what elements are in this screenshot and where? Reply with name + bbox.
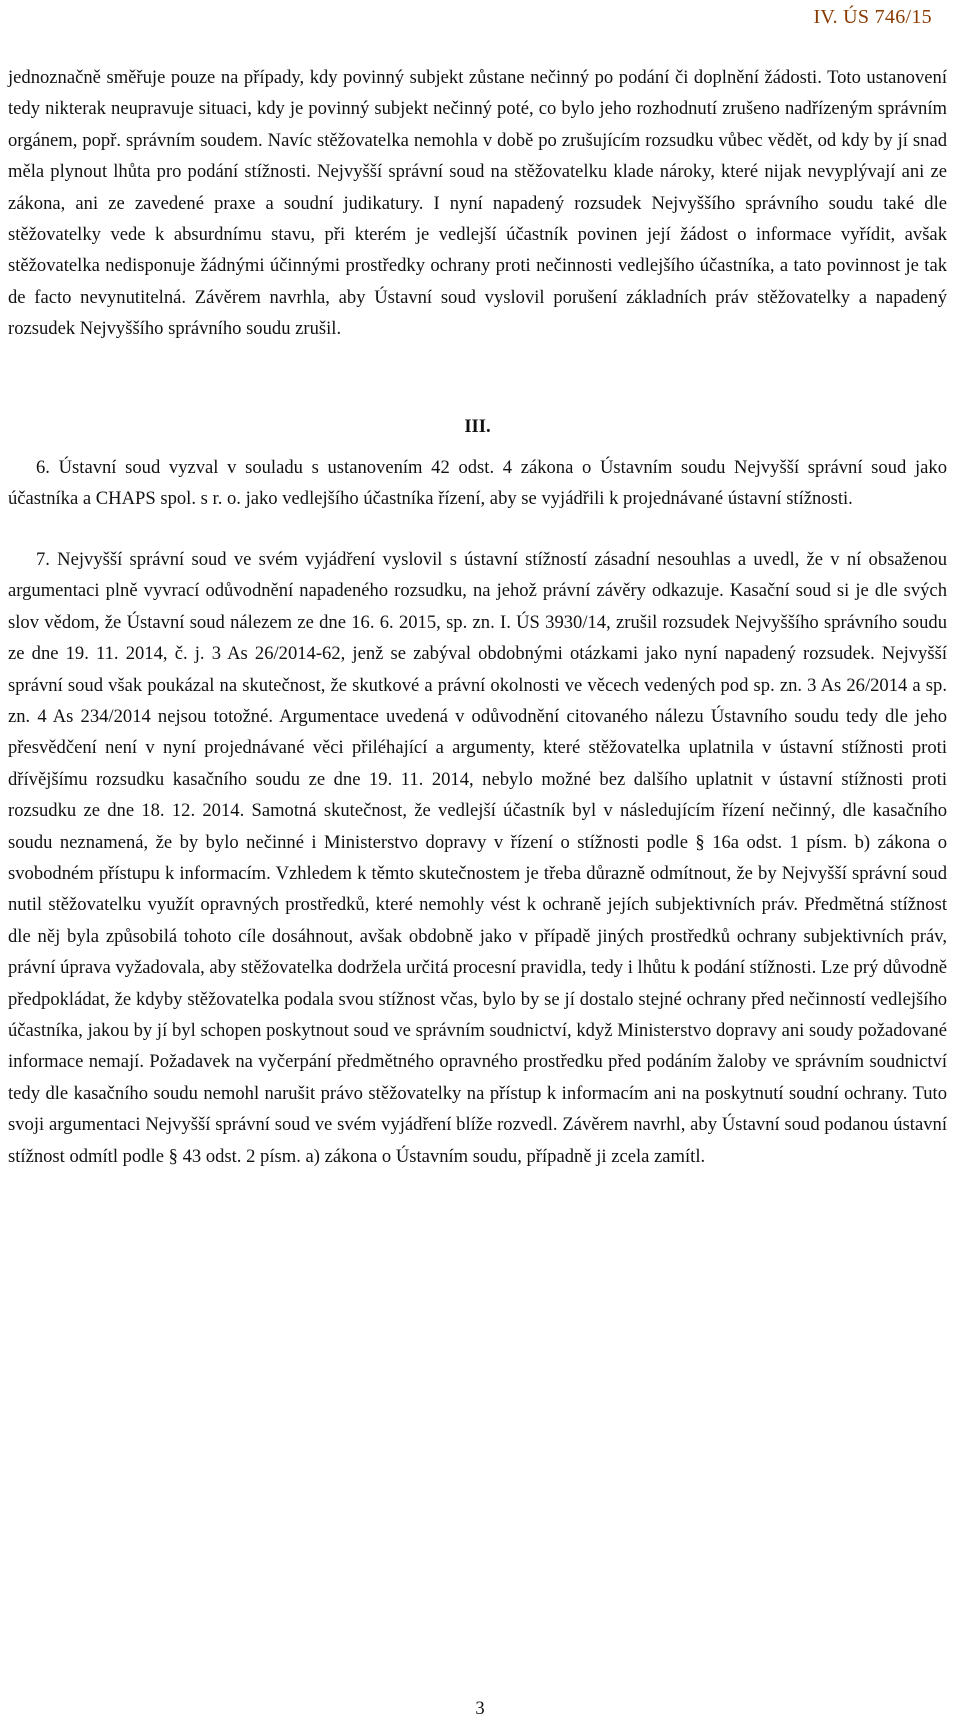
page-number: 3 bbox=[475, 1698, 485, 1719]
paragraph-continued: jednoznačně směřuje pouze na případy, kdy povinný subjekt zůstane nečinný po podání či doplnění žádosti. Toto ustanovení tedy nikterak neupravuje situaci, kdy je povinný subjekt nečinný poté, co bylo jeho rozhodnutí zrušeno nadřízeným správním orgánem, popř. správním soudem. Navíc stěžovatelka nemohla v době po zrušujícím rozsudku vůbec vědět, od kdy by jí snad měla plynout lhůta pro podání stížnosti. Nejvyšší správní soud na stěžovatelku klade nároky, které nijak nevyplývají ani ze zákona, ani ze zavedené praxe a soudní judikatury. I nyní napadený rozsudek Nejvyššího správního soudu také dle stěžovatelky vede k absurdnímu stavu, při kterém je vedlejší účastník povinen její žádost o informace vyřídit, avšak stěžovatelka nedisponuje žádnými účinnými prostředky ochrany proti nečinnosti vedlejšího účastníka, a tato povinnost je tak de facto nevynutitelná. Závěrem navrhla, aby Ústavní soud vyslovil porušení základních práv stěžovatelky a napadený rozsudek Nejvyššího správního soudu zrušil. bbox=[8, 67, 947, 340]
section-heading: III. bbox=[464, 415, 491, 437]
paragraph-6: 6. Ústavní soud vyzval v souladu s ustanovením 42 odst. 4 zákona o Ústavním soudu Nejvyšší správní soud jako účastníka a CHAPS spol. s r. o. jako vedlejšího účastníka řízení, aby se vyjádřili k projednávané ústavní stížnosti. bbox=[8, 457, 947, 510]
document-body bbox=[8, 62, 947, 1172]
paragraph-7: 7. Nejvyšší správní soud ve svém vyjádření vyslovil s ústavní stížností zásadní nesouhlas a uvedl, že v ní obsaženou argumentaci plně vyvrací odůvodnění napadeného rozsudku, na jehož právní závěry odkazuje. Kasační soud si je dle svých slov vědom, že Ústavní soud nálezem ze dne 16. 6. 2015, sp. zn. I. ÚS 3930/14, zrušil rozsudek Nejvyššího správního soudu ze dne 19. 11. 2014, č. j. 3 As 26/2014-62, jenž se zabýval obdobnými otázkami jako nyní napadený rozsudek. Nejvyšší správní soud však poukázal na skutečnost, že skutkové a právní okolnosti ve věcech vedených pod sp. zn. 3 As 26/2014 a sp. zn. 4 As 234/2014 nejsou totožné. Argumentace uvedená v odůvodnění citovaného nálezu Ústavního soudu tedy dle jeho přesvědčení není v nyní projednávané věci přiléhající a argumenty, které stěžovatelka uplatnila v ústavní stížnosti proti dřívějšímu rozsudku kasačního soudu ze dne 19. 11. 2014, nebylo možné bez dalšího uplatnit v ústavní stížnosti proti rozsudku ze dne 18. 12. 2014. Samotná skutečnost, že vedlejší účastník byl v následujícím řízení nečinný, dle kasačního soudu neznamená, že by bylo nečinné i Ministerstvo dopravy v řízení o stížnosti podle § 16a odst. 1 písm. b) zákona o svobodném přístupu k informacím. Vzhledem k těmto skutečnostem je třeba důrazně odmítnout, že by Nejvyšší správní soud nutil stěžovatelku využít opravných prostředků, které nemohly vést k ochraně jejích subjektivních práv. Předmětná stížnost dle něj byla způsobilá tohoto cíle dosáhnout, avšak obdobně jako v případě jiných prostředků ochrany subjektivních práv, právní úprava vyžadovala, aby stěžovatelka dodržela určitá procesní pravidla, tedy i lhůtu k podání stížnosti. Lze prý důvodně předpokládat, že kdyby stěžovatelka podala svou stížnost včas, bylo by se jí dostalo stejné ochrany před nečinností vedlejšího účastníka, jakou by jí byl schopen poskytnout soud ve správním soudnictví, když Ministerstvo dopravy ani soudy požadované informace nemají. Požadavek na vyčerpání předmětného opravného prostředku před podáním žaloby ve správním soudnictví tedy dle kasačního soudu nemohl narušit právo stěžovatelky na přístup k informacím ani na poskytnutí soudní ochrany. Tuto svoji argumentaci Nejvyšší správní soud ve svém vyjádření blíže rozvedl. Závěrem navrhl, aby Ústavní soud podanou ústavní stížnost odmítl podle § 43 odst. 2 písm. a) zákona o Ústavním soudu, případně ji zcela zamítl. bbox=[8, 548, 947, 1167]
case-reference: IV. ÚS 746/15 bbox=[813, 6, 932, 28]
